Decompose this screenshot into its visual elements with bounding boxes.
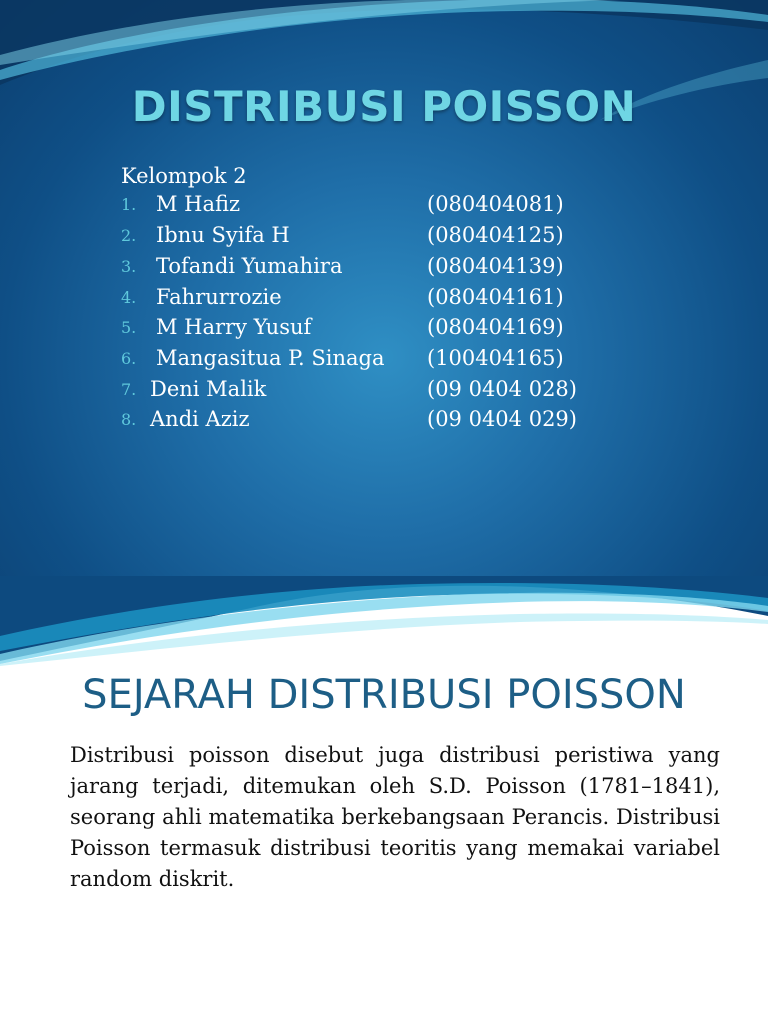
- member-name: Tofandi Yumahira: [156, 254, 343, 278]
- section-body: Distribusi poisson disebut juga distribusi peristiwa yang jarang terjadi, ditemukan oleh S.D. Poisson (1781–1841), seorang ahli matematika berkebangsaan Perancis. Distribusi Poisson termasuk distribusi teoritis yang memakai variabel random diskrit.: [70, 743, 720, 891]
- member-id: (080404161): [427, 285, 564, 309]
- member-id: (09 0404 028): [427, 377, 577, 401]
- list-number: 3.: [121, 257, 137, 276]
- member-name: M Harry Yusuf: [156, 315, 312, 339]
- member-id: (080404139): [427, 254, 564, 278]
- list-number: 2.: [121, 226, 137, 245]
- member-id: (080404125): [427, 223, 564, 247]
- list-number: 8.: [121, 410, 137, 429]
- list-number: 6.: [121, 349, 137, 368]
- member-id: (100404165): [427, 346, 564, 370]
- list-number: 7.: [121, 380, 137, 399]
- list-number: 4.: [121, 288, 137, 307]
- member-name: Andi Aziz: [150, 407, 250, 431]
- member-id: (09 0404 029): [427, 407, 577, 431]
- decorative-waves-bottom: [0, 576, 768, 666]
- member-name: Fahrurrozie: [156, 285, 282, 309]
- section-title: SEJARAH DISTRIBUSI POISSON: [82, 672, 686, 718]
- member-name: Deni Malik: [150, 377, 267, 401]
- list-number: 5.: [121, 318, 137, 337]
- member-name: Ibnu Syifa H: [156, 223, 290, 247]
- list-number: 1.: [121, 195, 137, 214]
- group-label: Kelompok 2: [121, 164, 247, 188]
- member-id: (080404169): [427, 315, 564, 339]
- member-name: M Hafiz: [156, 192, 241, 216]
- page-title: DISTRIBUSI POISSON: [131, 82, 637, 131]
- member-id: (080404081): [427, 192, 564, 216]
- member-name: Mangasitua P. Sinaga: [156, 346, 385, 370]
